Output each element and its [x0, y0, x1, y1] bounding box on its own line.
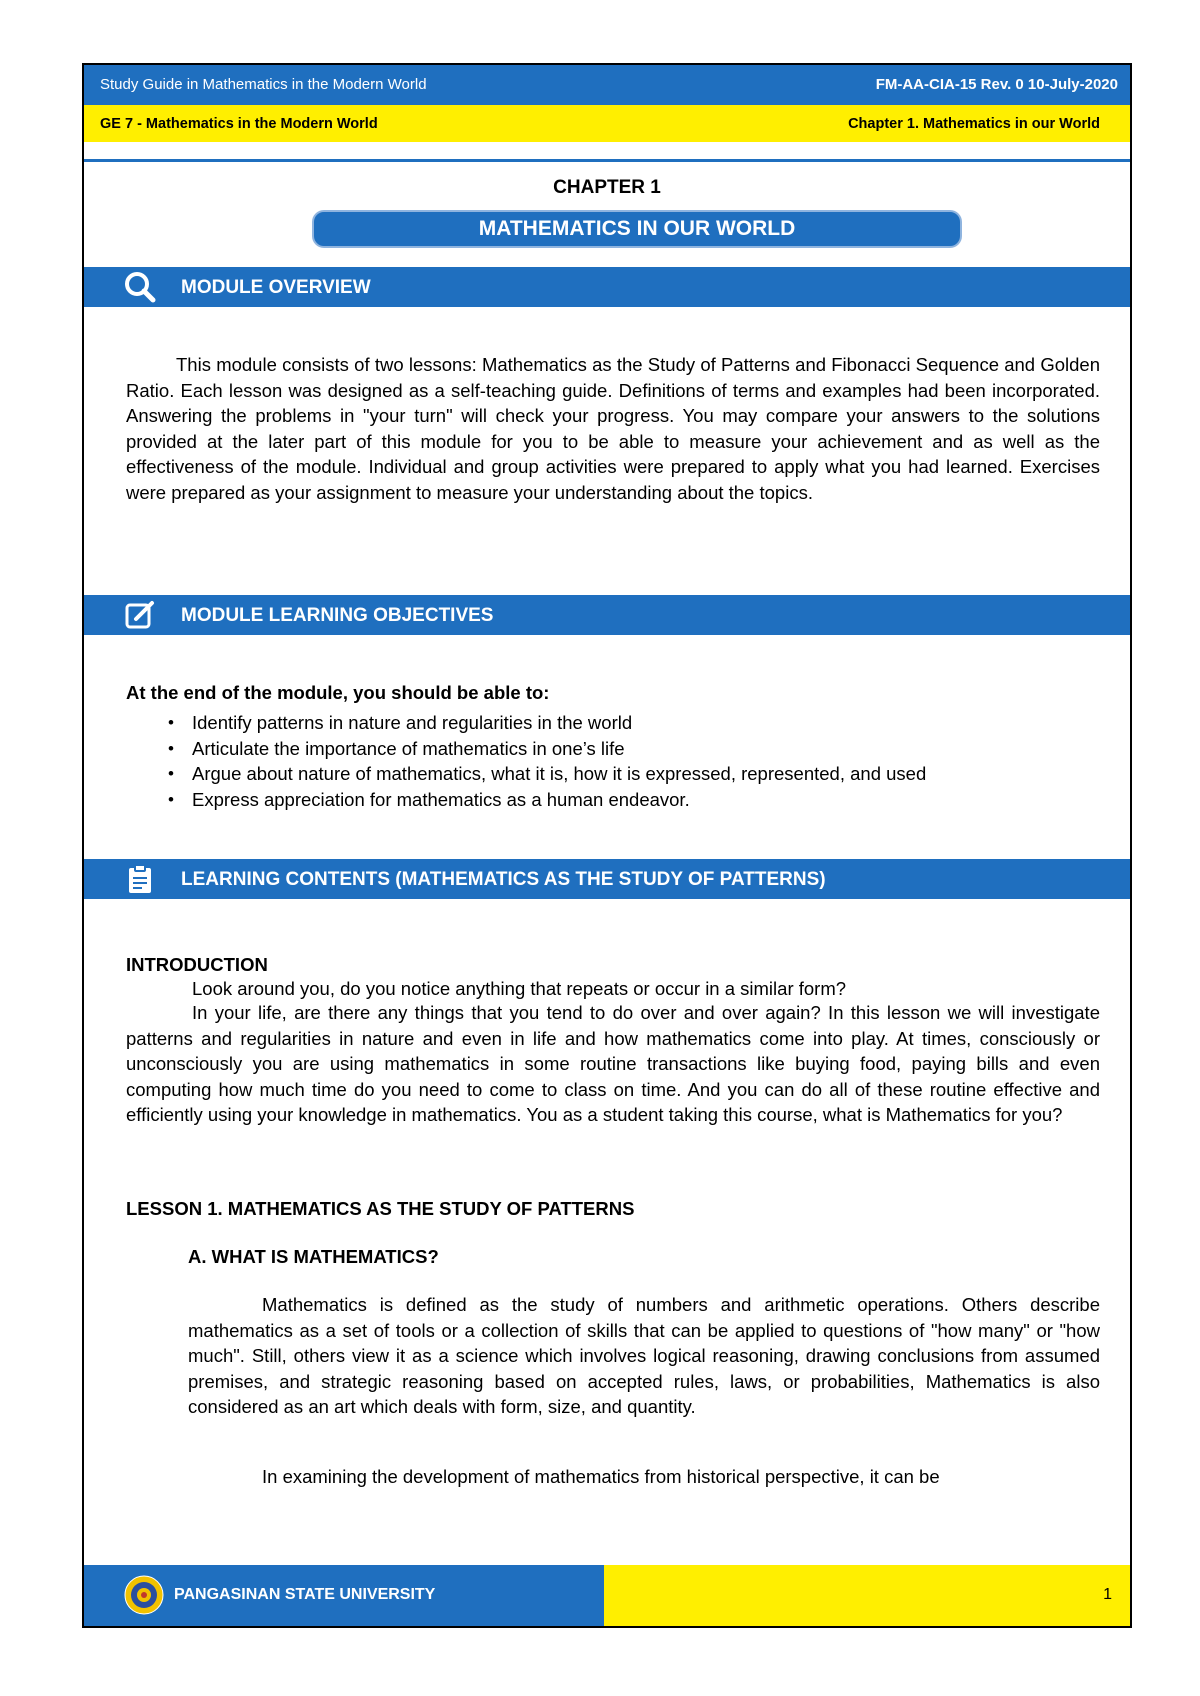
form-code: FM-AA-CIA-15 Rev. 0 10-July-2020 — [875, 76, 1118, 93]
chapter-label: CHAPTER 1 — [553, 177, 661, 198]
university-name: PANGASINAN STATE UNIVERSITY — [174, 1586, 436, 1603]
footer-bar — [84, 1565, 604, 1626]
objective-item: • Identify patterns in nature and regularities in the world — [126, 710, 926, 736]
intro-paragraph: In your life, are there any things that you tend to do over and over again? In this lesson we will investigate patterns and regularities in nature and even in life and how mathematics come into play. At times, consciously or unconsciously you are using mathematics in some routine transactions like buying food, paying bills and even computing how much time do you need to come to class on time. And you can do all of these routine effective and efficiently using your knowledge in mathematics. You as a student taking this course, what is Mathematics for you? — [126, 1002, 1100, 1125]
learning-contents-heading: LEARNING CONTENTS (MATHEMATICS AS THE STUDY OF PATTERNS) — [181, 869, 826, 890]
header-divider — [84, 159, 1130, 162]
objective-item: • Express appreciation for mathematics as a human endeavor. — [126, 787, 926, 813]
objective-item: • Argue about nature of mathematics, what it is, how it is expressed, represented, and used — [126, 761, 926, 787]
objective-item: • Articulate the importance of mathematics in one’s life — [126, 736, 926, 762]
lesson-paragraph: Mathematics is defined as the study of numbers and arithmetic operations. Others describe mathematics as a set of tools or a collection of skills that can be applied to questions of "how many" or "how much". Still, others view it as a science which involves logical reasoning, drawing conclusions from assumed premises, and strategic reasoning based on accepted rules, laws, or probabilities, Mathematics is also considered as an art which deals with form, size, and quantity. — [188, 1294, 1100, 1417]
learning-objectives-heading: MODULE LEARNING OBJECTIVES — [181, 605, 494, 626]
intro-question: Look around you, do you notice anything that repeats or occur in a similar form? — [192, 978, 847, 999]
chapter-ref: Chapter 1. Mathematics in our World — [848, 116, 1100, 132]
overview-paragraph: This module consists of two lessons: Mathematics as the Study of Patterns and Fibonacci Sequence and Golden Ratio. Each lesson was designed as a self-teaching guide. Definitions of terms and examples had been incorporated. Answering the problems in "your turn" will check your progress. You may compare your answers to the solutions provided at the later part of this module for you to be able to measure your achievement and as well as the effectiveness of the module. Individual and group activities were prepared to apply what you had learned. Exercises were prepared as your assignment to measure your understanding about the topics. — [126, 354, 1100, 503]
lesson-subheading: A. WHAT IS MATHEMATICS? — [188, 1246, 439, 1267]
course-title: GE 7 - Mathematics in the Modern World — [100, 116, 378, 132]
edit-icon — [124, 599, 156, 631]
introduction-heading: INTRODUCTION — [126, 954, 268, 975]
magnifier-icon — [124, 271, 156, 303]
footer-page-box — [604, 1565, 1130, 1626]
learning-contents-bar — [84, 859, 1130, 899]
clipboard-icon — [124, 863, 156, 895]
objectives-list — [126, 710, 926, 812]
page-number: 1 — [1103, 1586, 1112, 1603]
course-bar — [84, 105, 1130, 142]
learning-objectives-bar — [84, 595, 1130, 635]
doc-title: Study Guide in Mathematics in the Modern World — [100, 76, 427, 93]
module-overview-heading: MODULE OVERVIEW — [181, 277, 371, 298]
objectives-block — [126, 682, 926, 812]
study-guide-page — [82, 63, 1132, 1628]
lesson-heading: LESSON 1. MATHEMATICS AS THE STUDY OF PATTERNS — [126, 1198, 635, 1219]
objectives-intro: At the end of the module, you should be able to: — [126, 682, 550, 703]
lesson-paragraph-continued: In examining the development of mathematics from historical perspective, it can be — [262, 1466, 940, 1487]
university-seal-icon — [124, 1575, 164, 1615]
module-overview-bar — [84, 267, 1130, 307]
header-bar — [84, 65, 1130, 105]
chapter-title: MATHEMATICS IN OUR WORLD — [312, 210, 962, 248]
